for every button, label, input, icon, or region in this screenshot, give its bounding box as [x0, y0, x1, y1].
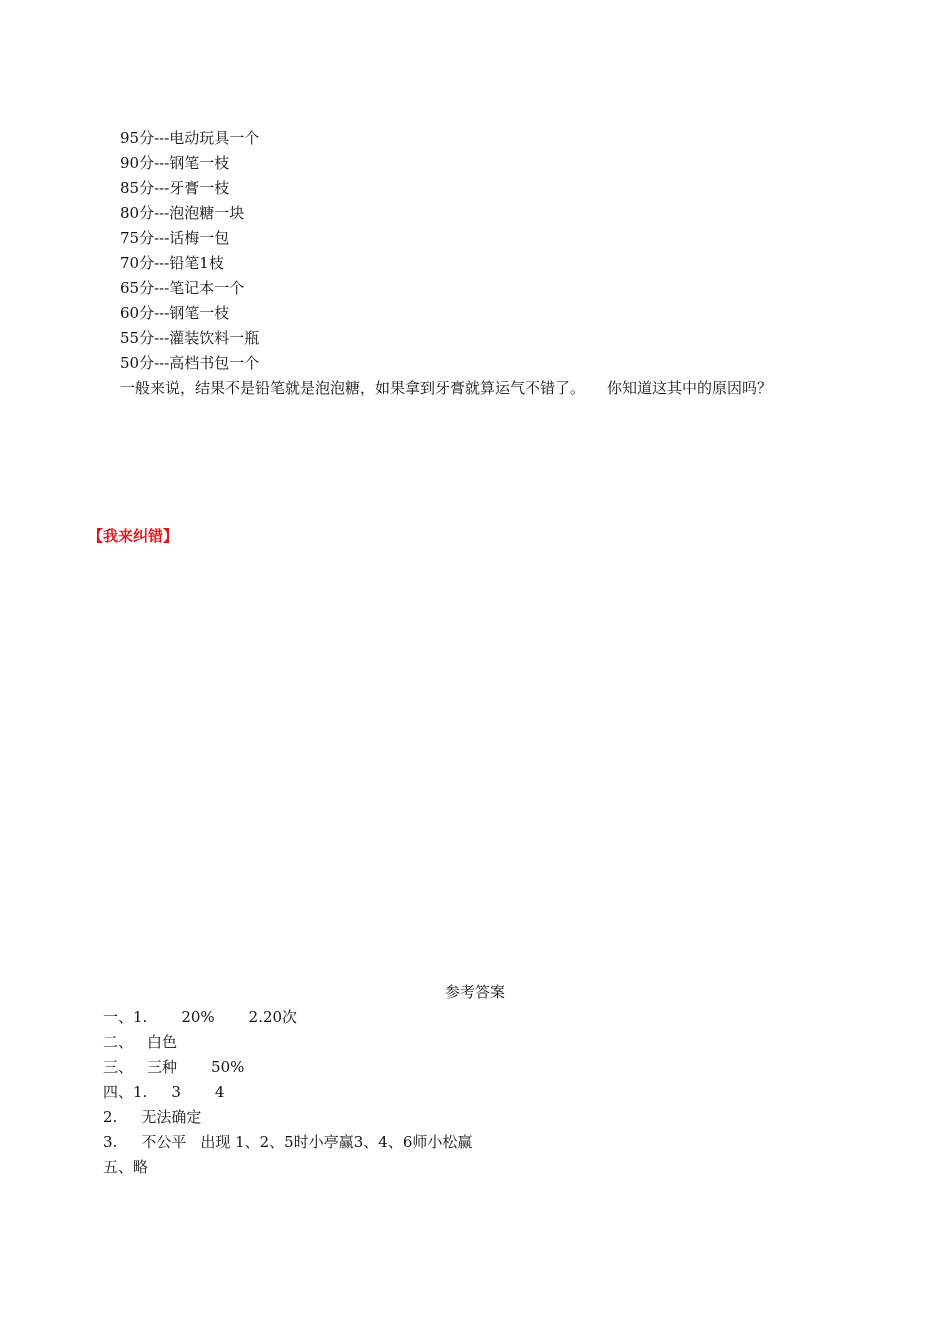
answer-prefix: 四、1.: [103, 1083, 148, 1101]
prize-item: 85分---牙膏一枝: [120, 179, 230, 197]
question-ask: 你知道这其中的原因吗？: [607, 379, 773, 397]
prize-item: 75分---话梅一包: [120, 229, 230, 247]
answer-prefix: 3.: [103, 1133, 118, 1151]
answer-prefix: 一、1.: [103, 1008, 148, 1026]
answer-value: 无法确定: [141, 1108, 202, 1126]
question-paragraph: [120, 376, 772, 401]
answer-value: 不公平: [141, 1133, 187, 1151]
answer-prefix: 二、: [103, 1033, 134, 1051]
prize-item: 90分---钢笔一枝: [120, 154, 230, 172]
prize-list: [120, 126, 259, 376]
answer-value: 20%: [181, 1008, 215, 1026]
answer-line: [103, 1130, 472, 1155]
answer-line: [103, 1030, 472, 1055]
answer-value: 三种: [147, 1058, 178, 1076]
prize-item: 50分---高档书包一个: [120, 354, 260, 372]
prize-item: 60分---钢笔一枝: [120, 304, 230, 322]
answer-value: 4: [214, 1083, 225, 1101]
answer-value: 2.20次: [248, 1008, 298, 1026]
answer-value: 白色: [147, 1033, 178, 1051]
answer-prefix: 2.: [103, 1108, 118, 1126]
prize-item: 70分---铅笔1枝: [120, 254, 224, 272]
answer-line: [103, 1105, 472, 1130]
answer-line: [103, 1005, 472, 1030]
answer-value: 50%: [211, 1058, 245, 1076]
prize-item: 95分---电动玩具一个: [120, 129, 260, 147]
answer-line: [103, 1080, 472, 1105]
prize-item: 65分---笔记本一个: [120, 279, 245, 297]
answer-list: [103, 1005, 472, 1180]
answer-value: 3: [171, 1083, 181, 1101]
answer-line: [103, 1055, 472, 1080]
answers-title: 参考答案: [444, 983, 505, 1001]
prize-item: 55分---灌装饮料一瓶: [120, 329, 260, 347]
question-statement: 一般来说，结果不是铅笔就是泡泡糖，如果拿到牙膏就算运气不错了。: [120, 379, 586, 397]
answer-prefix: 三、: [103, 1058, 134, 1076]
answer-value: 出现 1、2、5时小亭赢3、4、6师小松赢: [200, 1133, 473, 1151]
section-heading: 【我来纠错】: [88, 527, 179, 545]
answer-line: [103, 1155, 472, 1180]
answer-prefix: 五、略: [103, 1158, 149, 1176]
prize-item: 80分---泡泡糖一块: [120, 204, 245, 222]
